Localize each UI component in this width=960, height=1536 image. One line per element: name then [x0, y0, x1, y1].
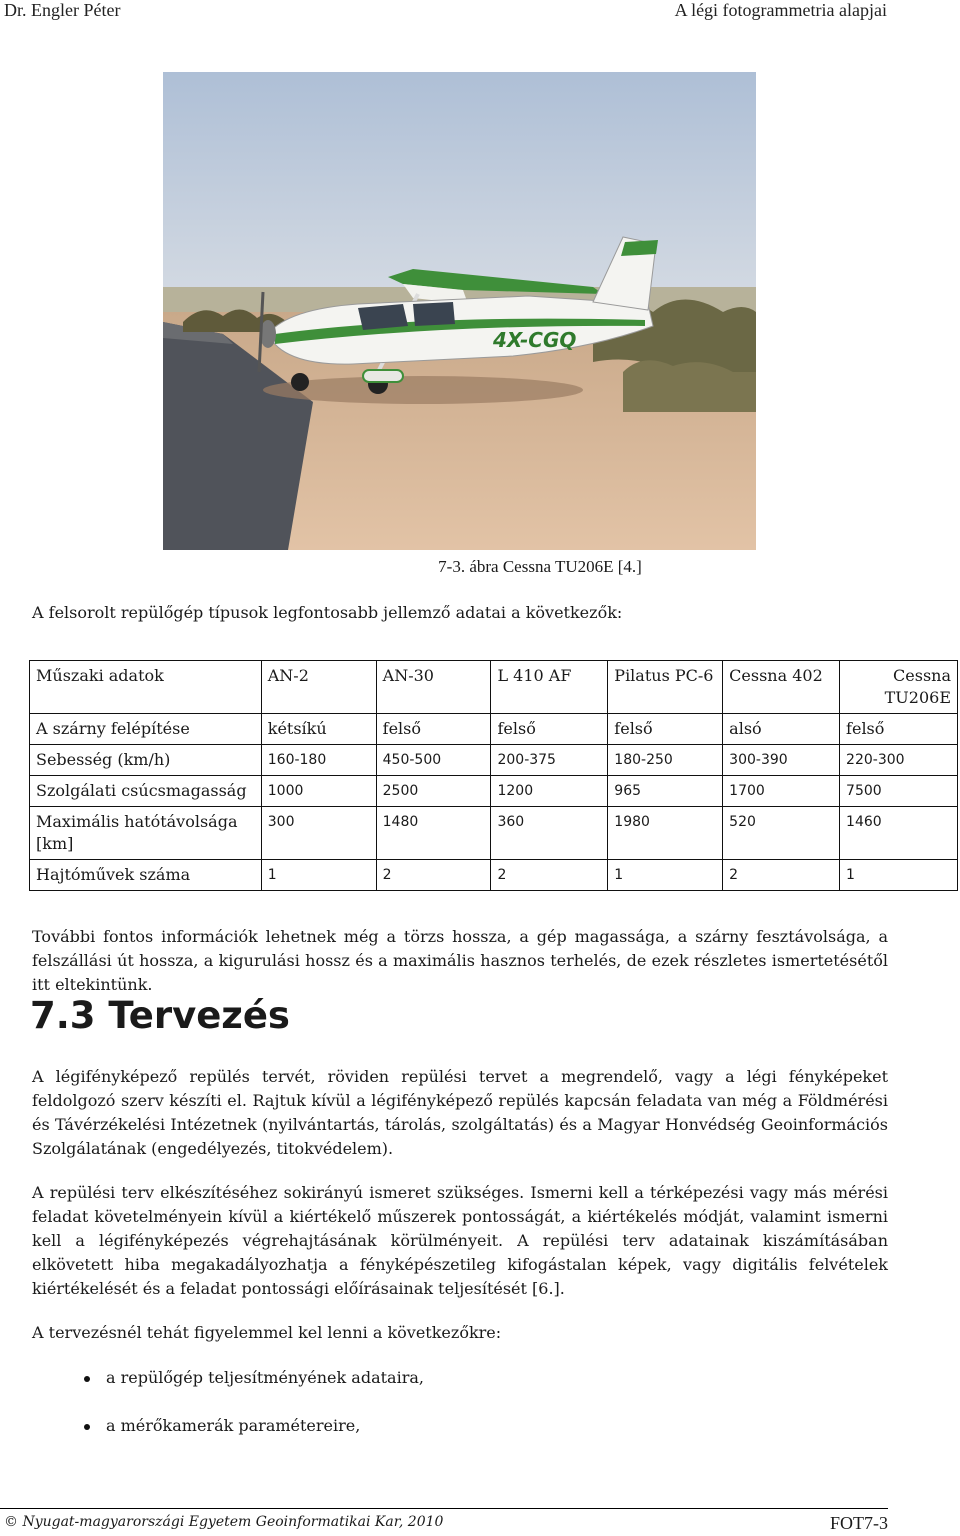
table-cell: Maximális hatótávolsága [km] [30, 807, 262, 860]
table-cell: kétsíkú [261, 714, 376, 745]
table-cell: 1480 [376, 807, 491, 860]
table-row [30, 776, 958, 807]
intro-paragraph: A felsorolt repülőgép típusok legfontosabb jellemző adatai a következők: [32, 603, 623, 622]
table-cell: 2 [723, 860, 840, 891]
table-header-cell: L 410 AF [491, 661, 608, 714]
table-cell: Sebesség (km/h) [30, 745, 262, 776]
table-cell: 2500 [376, 776, 491, 807]
cessna-photo [163, 72, 756, 550]
section-heading: 7.3 Tervezés [30, 994, 290, 1037]
table-header-cell: AN-30 [376, 661, 491, 714]
table-cell: 220-300 [840, 745, 958, 776]
table-cell: 1460 [840, 807, 958, 860]
table-cell: 7500 [840, 776, 958, 807]
after-table-paragraph: További fontos információk lehetnek még a törzs hossza, a gép magassága, a szárny fesztávolsága, a felszállási út hossza, a kigurulási hossz és a maximális hasznos terhelés, de ezek részletes ismertetésétől itt eltekintünk. [32, 927, 888, 994]
table-header-cell: Műszaki adatok [30, 661, 262, 714]
table-cell: 1700 [723, 776, 840, 807]
list-item: a repülőgép teljesítményének adataira, [84, 1366, 424, 1414]
table-cell: 160-180 [261, 745, 376, 776]
table-cell: Hajtóművek száma [30, 860, 262, 891]
table-cell: Szolgálati csúcsmagasság [30, 776, 262, 807]
table-cell: 965 [608, 776, 723, 807]
table-cell: 300 [261, 807, 376, 860]
table-row [30, 860, 958, 891]
table-cell: 520 [723, 807, 840, 860]
table-header-cell: AN-2 [261, 661, 376, 714]
section-paragraph-3: A tervezésnél tehát figyelemmel kel lenni a következőkre: [32, 1323, 502, 1342]
header-author: Dr. Engler Péter [4, 0, 121, 20]
table-cell: 450-500 [376, 745, 491, 776]
table-cell: 180-250 [608, 745, 723, 776]
table-cell: 1000 [261, 776, 376, 807]
registration-text: 4X-CGQ [493, 328, 577, 352]
table-header-row [30, 661, 958, 714]
footer-copyright: © Nyugat-magyarországi Egyetem Geoinformatikai Kar, 2010 [4, 1514, 444, 1530]
table-cell: 200-375 [491, 745, 608, 776]
aircraft-spec-table [29, 660, 958, 891]
table-cell: 2 [491, 860, 608, 891]
table-cell: 1 [840, 860, 958, 891]
table-row [30, 745, 958, 776]
table-header-cell: Pilatus PC-6 [608, 661, 723, 714]
list-item: a mérőkamerák paramétereire, [84, 1414, 424, 1462]
table-cell: 300-390 [723, 745, 840, 776]
table-cell: 1200 [491, 776, 608, 807]
page-number: FOT7-3 [830, 1513, 888, 1533]
page-header [0, 0, 960, 24]
figure-caption: 7-3. ábra Cessna TU206E [4.] [438, 557, 642, 576]
table-cell: felső [840, 714, 958, 745]
table-header-cell: Cessna 402 [723, 661, 840, 714]
considerations-list [84, 1366, 424, 1462]
table-cell: felső [608, 714, 723, 745]
table-cell: felső [376, 714, 491, 745]
footer-divider [0, 1508, 888, 1509]
header-title: A légi fotogrammetria alapjai [674, 0, 887, 20]
section-paragraph-1: A légifényképező repülés tervét, röviden repülési tervet a megrendelő, vagy a légi fényképeket feldolgozó szerv készíti el. Rajtuk kívül a légifényképező repülés kapcsán feladata van még a Földmérési és Távérzékelési Intézetnek (nyilvántartás, tárolás, szolgáltatás) és a Magyar Honvédség Geoinformációs Szolgálatának (engedélyezés, titokvédelem). [32, 1067, 888, 1158]
table-cell: 1980 [608, 807, 723, 860]
section-paragraph-2: A repülési terv elkészítéséhez sokirányú ismeret szükséges. Ismerni kell a térképezési vagy más mérési feladat követelményein kívül a kiértékelő műszerek pontosságát, a kiértékelés módját, valamint ismerni kell a légifényképezés végrehajtásának körülményeit. A repülési terv adatainak kiszámításában elkövetett hiba megakadályozhatja a fényképészetileg kifogástalan képek, vagy digitális felvételek kiértékelését és a feladat pontossági előírásainak teljesítését [6.]. [32, 1183, 888, 1298]
table-cell: A szárny felépítése [30, 714, 262, 745]
table-cell: 1 [261, 860, 376, 891]
table-row [30, 807, 958, 860]
table-cell: felső [491, 714, 608, 745]
table-row [30, 714, 958, 745]
table-cell: 360 [491, 807, 608, 860]
table-cell: alsó [723, 714, 840, 745]
table-cell: 1 [608, 860, 723, 891]
table-header-cell: Cessna TU206E [840, 661, 958, 714]
table-cell: 2 [376, 860, 491, 891]
